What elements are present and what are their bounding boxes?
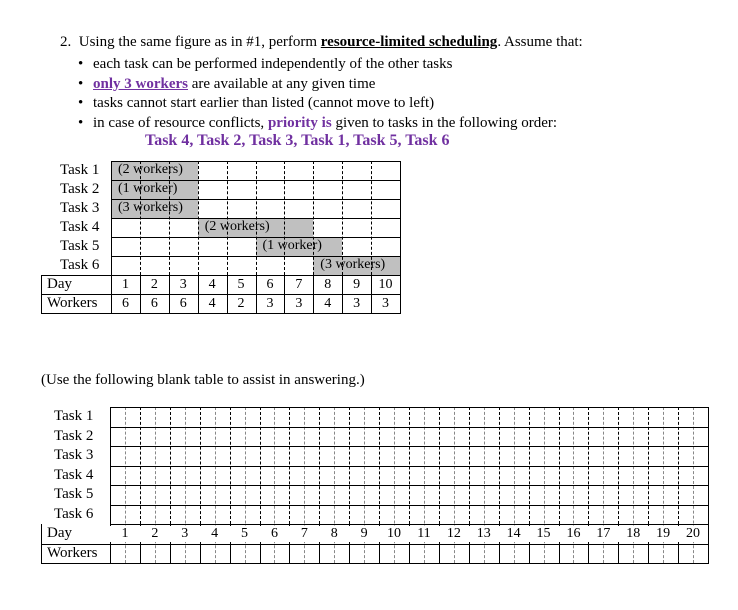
blank-day-number: 14 bbox=[499, 526, 529, 542]
blank-workers-label: Workers bbox=[47, 544, 98, 561]
blank-day-number: 3 bbox=[170, 526, 200, 542]
task-label: Task 4 bbox=[60, 219, 100, 235]
question-text-before: Using the same figure as in #1, perform bbox=[78, 34, 321, 50]
task-bar-label: (3 workers) bbox=[320, 257, 386, 272]
grid-line bbox=[110, 407, 708, 408]
question-emphasis: resource-limited scheduling bbox=[320, 34, 498, 50]
grid-line bbox=[111, 237, 400, 238]
grid-line bbox=[41, 563, 709, 564]
blank-day-number: 6 bbox=[260, 526, 290, 542]
worker-count: 3 bbox=[353, 296, 361, 311]
grid-line bbox=[110, 427, 708, 428]
question-text-after: . Assume that: bbox=[497, 34, 583, 50]
grid-line bbox=[41, 524, 42, 563]
blank-day-number: 2 bbox=[140, 526, 170, 542]
priority-order: Task 4, Task 2, Task 3, Task 1, Task 5, Task 6 bbox=[145, 132, 450, 149]
blank-day-number: 8 bbox=[319, 526, 349, 542]
blank-task-label: Task 6 bbox=[54, 505, 94, 522]
grid-line bbox=[110, 466, 708, 467]
task-bar-label: (2 workers) bbox=[118, 162, 183, 177]
blank-day-label: Day bbox=[47, 525, 72, 541]
task-label: Task 2 bbox=[60, 181, 100, 197]
task-label: Task 6 bbox=[60, 257, 100, 273]
day-number: 5 bbox=[237, 277, 245, 292]
day-number: 7 bbox=[295, 277, 303, 292]
grid-line bbox=[400, 161, 401, 313]
grid-line bbox=[41, 544, 708, 545]
blank-task-label: Task 3 bbox=[54, 447, 94, 463]
assumption-item: • only 3 workers are available at any given time bbox=[78, 75, 557, 95]
worker-count: 6 bbox=[150, 296, 158, 311]
task-bar-label: (1 worker) bbox=[262, 238, 322, 253]
grid-line bbox=[110, 446, 708, 447]
highlight-priority: priority is bbox=[267, 114, 332, 131]
workers-label: Workers bbox=[47, 295, 98, 311]
grid-line bbox=[41, 275, 42, 313]
task-label: Task 1 bbox=[60, 162, 100, 178]
task-label: Task 3 bbox=[60, 200, 100, 216]
worker-count: 3 bbox=[382, 296, 390, 311]
blank-task-label: Task 4 bbox=[54, 466, 94, 483]
grid-line bbox=[41, 313, 401, 314]
blank-day-number: 10 bbox=[379, 526, 409, 542]
blank-table-note: (Use the following blank table to assist in answering.) bbox=[41, 372, 365, 388]
day-number: 4 bbox=[208, 277, 216, 292]
day-number: 10 bbox=[378, 277, 393, 292]
task-bar-label: (3 workers) bbox=[118, 200, 183, 215]
day-number: 8 bbox=[324, 277, 332, 292]
blank-day-number: 20 bbox=[678, 526, 708, 542]
day-number: 3 bbox=[179, 277, 187, 292]
blank-day-number: 16 bbox=[559, 526, 589, 542]
day-number: 2 bbox=[150, 277, 158, 292]
day-label: Day bbox=[47, 276, 72, 292]
grid-line bbox=[110, 485, 708, 486]
grid-line bbox=[110, 505, 708, 506]
blank-task-label: Task 5 bbox=[54, 486, 94, 502]
blank-day-number: 9 bbox=[349, 526, 379, 542]
blank-day-number: 15 bbox=[529, 526, 559, 542]
task-bar-label: (2 workers) bbox=[204, 219, 270, 234]
assumption-item: • tasks cannot start earlier than listed (cannot move to left) bbox=[78, 94, 557, 114]
question-text bbox=[60, 34, 583, 51]
worker-count: 6 bbox=[121, 296, 129, 311]
task-label: Task 5 bbox=[60, 238, 100, 254]
blank-day-number: 1 bbox=[110, 526, 140, 542]
blank-day-number: 4 bbox=[200, 526, 230, 542]
grid-line bbox=[708, 407, 709, 563]
worker-count: 4 bbox=[208, 296, 216, 311]
day-number: 6 bbox=[266, 277, 274, 292]
worker-count: 6 bbox=[179, 296, 187, 311]
grid-line bbox=[110, 524, 708, 525]
day-number: 9 bbox=[353, 277, 361, 292]
day-number: 1 bbox=[121, 277, 129, 292]
blank-day-number: 19 bbox=[648, 526, 678, 542]
highlight-workers: only 3 workers bbox=[93, 75, 188, 92]
worker-count: 3 bbox=[266, 296, 274, 311]
assumptions-list bbox=[78, 55, 557, 133]
blank-day-number: 11 bbox=[409, 526, 439, 542]
assumption-item: • in case of resource conflicts, priority is given to tasks in the following order: bbox=[78, 114, 557, 134]
worker-count: 4 bbox=[324, 296, 332, 311]
blank-day-number: 12 bbox=[439, 526, 469, 542]
blank-day-number: 17 bbox=[588, 526, 618, 542]
grid-line bbox=[41, 275, 400, 276]
blank-day-number: 18 bbox=[618, 526, 648, 542]
blank-task-label: Task 1 bbox=[54, 408, 94, 424]
assumption-item: • each task can be performed independently of the other tasks bbox=[78, 55, 557, 75]
blank-day-number: 7 bbox=[289, 526, 319, 542]
task-bar-label: (1 worker) bbox=[118, 181, 178, 196]
blank-day-number: 13 bbox=[469, 526, 499, 542]
question-number: 2. bbox=[60, 34, 72, 50]
blank-day-number: 5 bbox=[230, 526, 260, 542]
worker-count: 3 bbox=[295, 296, 303, 311]
blank-task-label: Task 2 bbox=[54, 427, 94, 444]
worker-count: 2 bbox=[237, 296, 245, 311]
